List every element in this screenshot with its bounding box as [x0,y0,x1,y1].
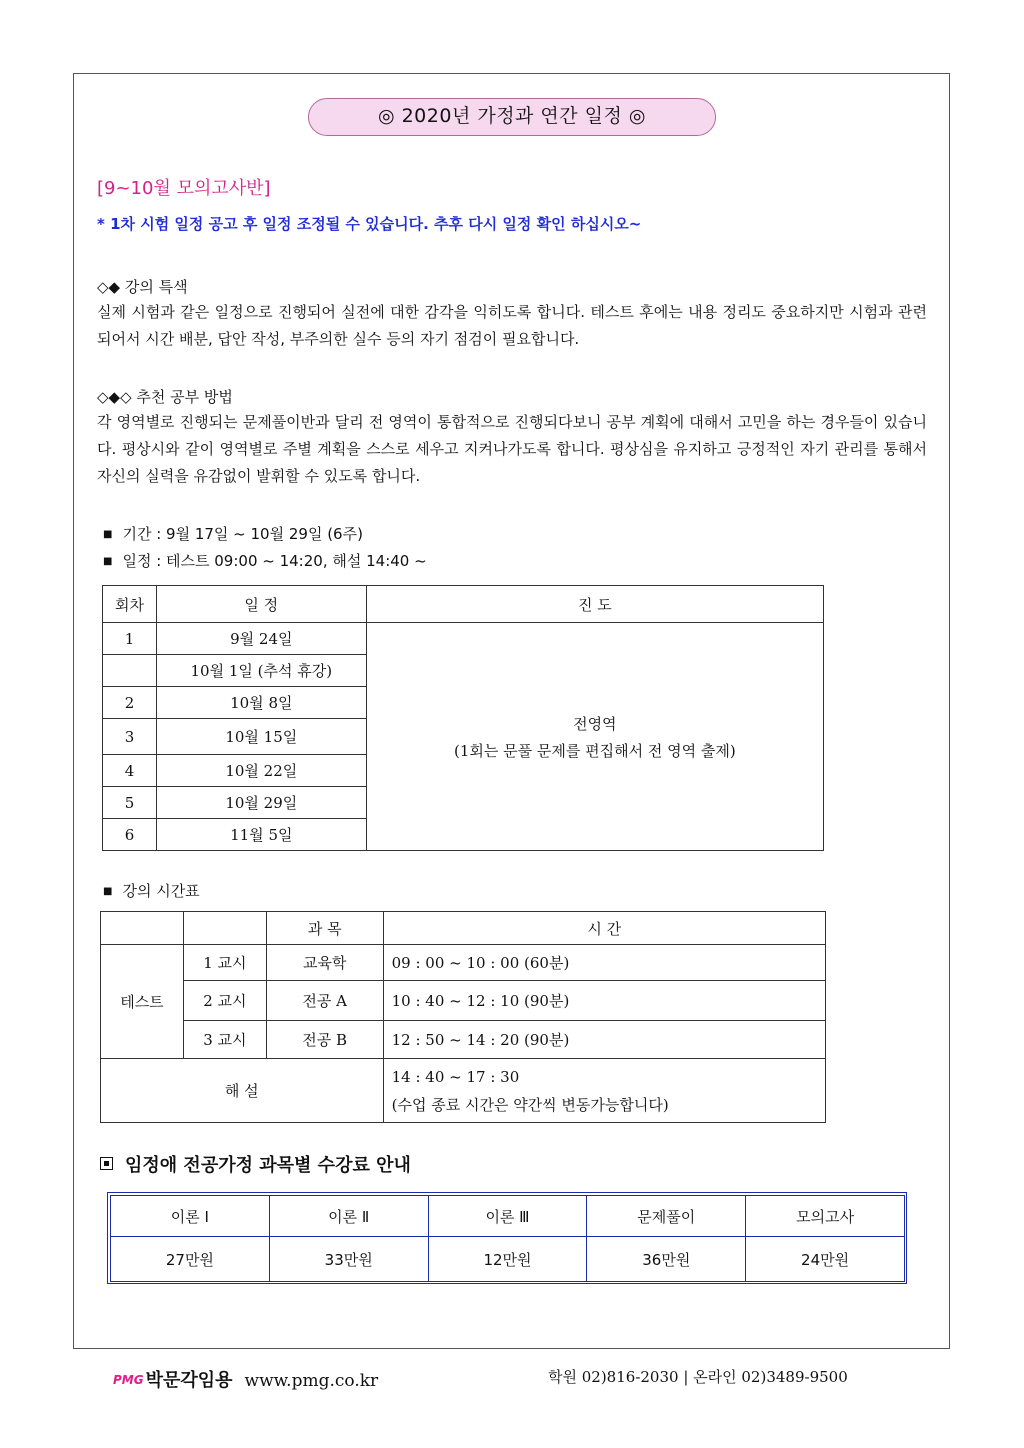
feature-text: 실제 시험과 같은 일정으로 진행되어 실전에 대한 감각을 익히도록 합니다. 테스트 후에는 내용 정리도 중요하지만 시험과 관련되어서 시간 배분, 답안 작성, 부주의한 실수 등의 자기 점검이 필요합니다. [97,303,927,348]
header-blank [183,912,266,945]
schedule-table [102,585,824,851]
subject-cell: 전공 A [266,981,383,1021]
header-time: 시 간 [383,912,825,945]
fee-header-row [111,1196,905,1237]
fee-value: 27만원 [111,1237,270,1282]
date-cell: 10월 22일 [156,755,366,787]
subject-cell: 전공 B [266,1021,383,1059]
time-cell: 09 : 00 ~ 10 : 00 (60분) [383,945,825,981]
round-cell: 2 [103,687,157,719]
date-cell: 11월 5일 [156,819,366,851]
round-cell: 3 [103,719,157,755]
square-bullet-icon [100,1157,113,1170]
round-cell: 4 [103,755,157,787]
header-blank [101,912,184,945]
period-cell: 1 교시 [183,945,266,981]
header-subject: 과 목 [266,912,383,945]
progress-line-2: (1회는 문풀 문제를 편집해서 전 영역 출제) [453,741,736,760]
date-cell: 10월 29일 [156,787,366,819]
fee-heading-line [100,1151,411,1177]
section-heading: [9~10월 모의고사반] [97,178,271,199]
round-cell: 1 [103,623,157,655]
table-row [101,945,826,981]
table-row [101,1021,826,1059]
schedule-notice: * 1차 시험 일정 공고 후 일정 조정될 수 있습니다. 추후 다시 일정 확인 하십시오~ [97,215,642,233]
method-heading: ◇◆◇ 추천 공부 방법 [97,388,233,406]
review-time-cell [383,1059,825,1123]
header-round: 회차 [103,586,157,623]
subject-cell: 교육학 [266,945,383,981]
review-time: 14 : 40 ~ 17 : 30 [391,1067,520,1086]
progress-cell [366,623,823,851]
progress-line-1: 전영역 [573,714,617,733]
fee-value: 33만원 [269,1237,428,1282]
timetable-label: 강의 시간표 [122,882,200,900]
timetable-header-row [101,912,826,945]
footer-logo [113,1366,378,1392]
fee-header: 이론 Ⅲ [428,1196,587,1237]
period-cell: 2 교시 [183,981,266,1021]
table-row [101,981,826,1021]
table-row [103,623,824,655]
fee-header: 이론 Ⅰ [111,1196,270,1237]
period-cell: 3 교시 [183,1021,266,1059]
group-cell: 테스트 [101,945,184,1059]
timetable-label-line [103,880,200,901]
schedule-text: 일정 : 테스트 09:00 ~ 14:20, 해설 14:40 ~ [122,552,427,570]
fee-value: 24만원 [746,1237,905,1282]
fee-header: 이론 Ⅱ [269,1196,428,1237]
time-cell: 12 : 50 ~ 14 : 20 (90분) [383,1021,825,1059]
brand-name: 박문각임용 [145,1370,233,1391]
method-text: 각 영역별로 진행되는 문제풀이반과 달리 전 영역이 통합적으로 진행되다보니 공부 계획에 대해서 고민을 하는 경우들이 있습니다. 평상시와 같이 영역별로 주별 계획을 스스로 세우고 지켜나가도록 합니다. 평상심을 유지하고 긍정적인 자기 관리를 통해서 자신의 실력을 유감없이 발휘할 수 있도록 합니다. [97,413,927,485]
review-label-cell: 해 설 [101,1059,384,1123]
date-cell: 10월 1일 (추석 휴강) [156,655,366,687]
review-note: (수업 종료 시간은 약간씩 변동가능합니다) [391,1095,669,1114]
date-cell: 10월 15일 [156,719,366,755]
fee-header: 모의고사 [746,1196,905,1237]
schedule-line [103,550,427,571]
pmg-logo-icon: PMG [113,1373,144,1387]
fee-header: 문제풀이 [587,1196,746,1237]
table-row [101,1059,826,1123]
date-cell: 10월 8일 [156,687,366,719]
round-cell [103,655,157,687]
footer-contact: 학원 02)816-2030 | 온라인 02)3489-9500 [548,1368,848,1386]
fee-value-row [111,1237,905,1282]
header-progress: 진 도 [366,586,823,623]
header-date: 일 정 [156,586,366,623]
round-cell: 5 [103,787,157,819]
fee-value: 12만원 [428,1237,587,1282]
period-text: 기간 : 9월 17일 ~ 10월 29일 (6주) [122,525,363,543]
page-title: ◎ 2020년 가정과 연간 일정 ◎ [308,98,716,136]
round-cell: 6 [103,819,157,851]
date-cell: 9월 24일 [156,623,366,655]
fee-value: 36만원 [587,1237,746,1282]
schedule-header-row [103,586,824,623]
timetable-table [100,911,826,1123]
site-url[interactable]: www.pmg.co.kr [244,1371,379,1391]
feature-heading: ◇◆ 강의 특색 [97,278,188,296]
fee-table [110,1195,905,1282]
time-cell: 10 : 40 ~ 12 : 10 (90분) [383,981,825,1021]
period-line [103,523,363,544]
fee-heading: 임정애 전공가정 과목별 수강료 안내 [125,1155,411,1176]
